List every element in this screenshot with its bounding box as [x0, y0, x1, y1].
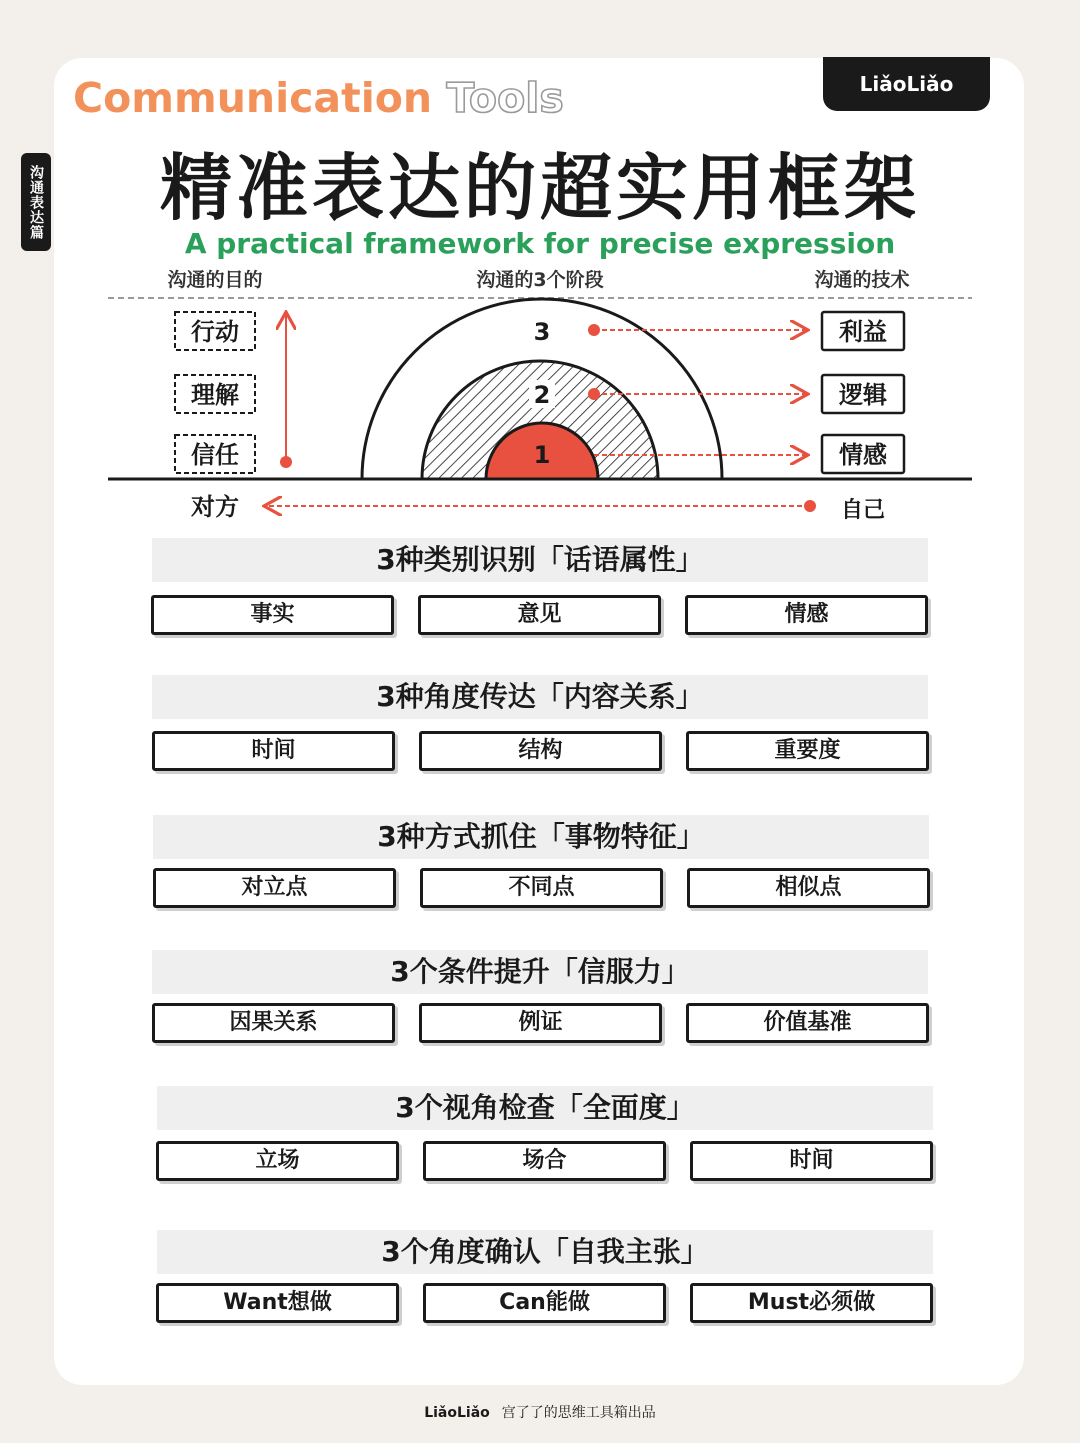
brand-logo: LiǎoLiǎo [823, 57, 990, 111]
level-number-1: 1 [533, 441, 551, 469]
footer-text: 宫了了的思维工具箱出品 [501, 1405, 656, 1421]
technique-dot-2 [588, 388, 600, 400]
bottom-label-self: 自己 [840, 498, 886, 523]
goal-box-trust [175, 435, 255, 473]
goal-label: 信任 [191, 441, 239, 469]
technique-label: 逻辑 [839, 381, 887, 409]
title-en-word-2: Tools [446, 74, 564, 122]
level-number-2: 2 [533, 381, 551, 409]
footer [0, 1400, 1080, 1426]
col-header-technique: 沟通的技术 [814, 269, 910, 291]
section-item: 不同点 [420, 868, 663, 908]
col-header-stages: 沟通的3个阶段 [476, 269, 604, 291]
goal-label: 理解 [191, 381, 239, 409]
technique-label: 利益 [839, 318, 887, 346]
technique-box-emotion [822, 435, 904, 473]
section-title: 3个条件提升「信服力」 [152, 950, 928, 994]
section-item: 价值基准 [686, 1003, 929, 1043]
goal-box-understanding [175, 375, 255, 413]
footer-brand: LiǎoLiǎo [424, 1405, 490, 1421]
section-item: Want想做 [156, 1283, 399, 1323]
level-number-3: 3 [533, 318, 551, 346]
technique-label: 情感 [839, 441, 887, 469]
page-title: 精准表达的超实用框架 [159, 146, 920, 230]
section-title: 3种类别识别「话语属性」 [152, 538, 928, 582]
section-title: 3种方式抓住「事物特征」 [153, 815, 929, 859]
bottom-label-other: 对方 [191, 493, 239, 521]
section-item: 立场 [156, 1141, 399, 1181]
goal-arrow-dot [280, 456, 292, 468]
col-header-goal: 沟通的目的 [167, 269, 263, 291]
goal-box-action [175, 312, 255, 350]
section-title: 3个视角检查「全面度」 [157, 1086, 933, 1130]
bottom-arrow-dot [804, 500, 816, 512]
section-item: 因果关系 [152, 1003, 395, 1043]
section-item: 情感 [685, 595, 928, 635]
title-en-word-1: Communication [73, 74, 433, 122]
section-item: 对立点 [153, 868, 396, 908]
section-item: 时间 [152, 731, 395, 771]
goal-label: 行动 [191, 318, 239, 346]
section-item: Can能做 [423, 1283, 666, 1323]
technique-dot-3 [588, 324, 600, 336]
communication-stages-diagram [0, 0, 1080, 530]
technique-box-benefit [822, 312, 904, 350]
section-item: 时间 [690, 1141, 933, 1181]
section-item: 意见 [418, 595, 661, 635]
section-item: 相似点 [687, 868, 930, 908]
section-title: 3个角度确认「自我主张」 [157, 1230, 933, 1274]
section-item: 事实 [151, 595, 394, 635]
technique-box-logic [822, 375, 904, 413]
section-item: Must必须做 [690, 1283, 933, 1323]
side-tag: 沟通表达篇 [21, 153, 51, 251]
page-subtitle: A practical framework for precise expression [184, 227, 896, 260]
section-item: 重要度 [686, 731, 929, 771]
section-item: 场合 [423, 1141, 666, 1181]
section-item: 结构 [419, 731, 662, 771]
section-item: 例证 [419, 1003, 662, 1043]
section-title: 3种角度传达「内容关系」 [152, 675, 928, 719]
